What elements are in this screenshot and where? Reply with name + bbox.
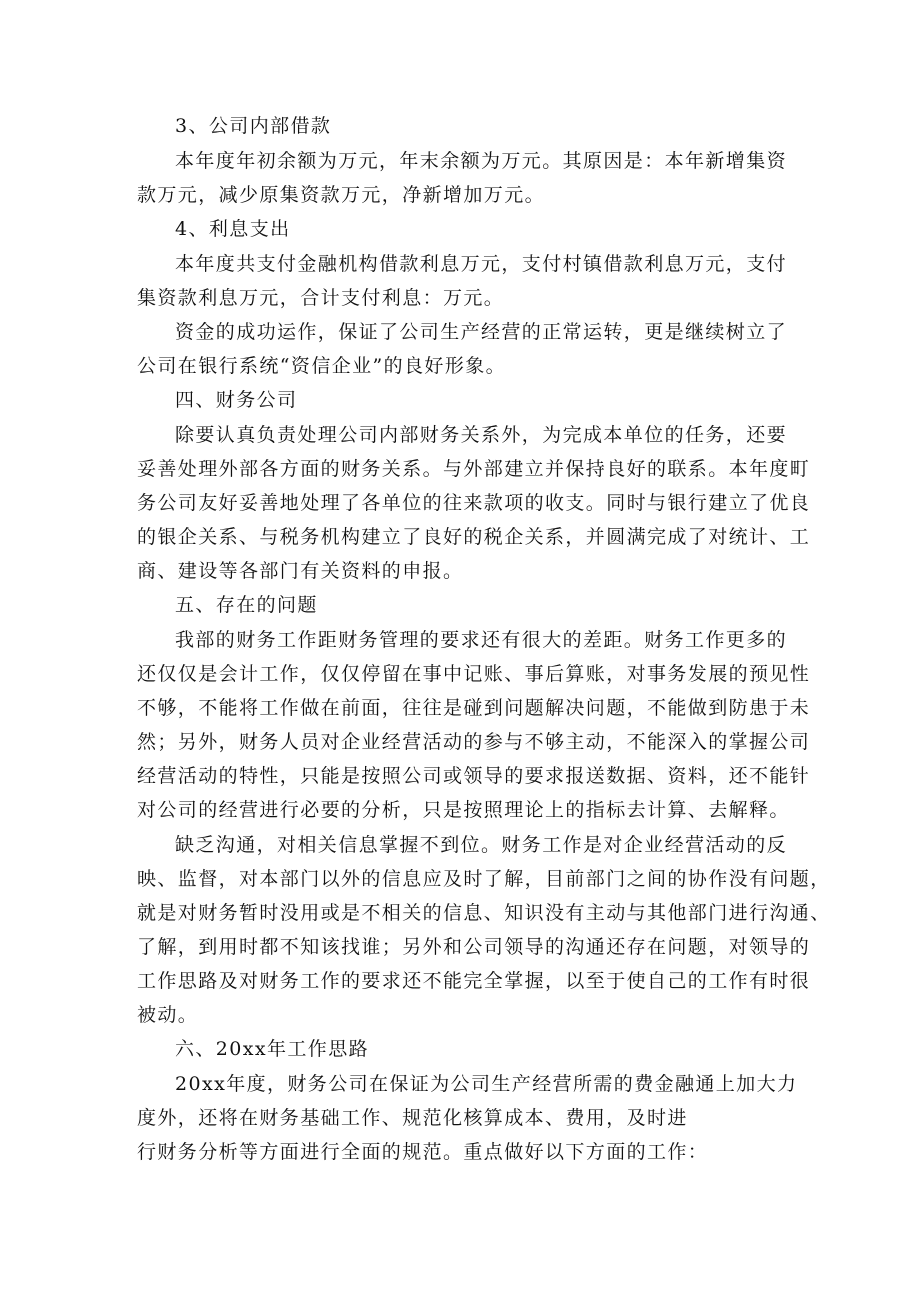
paragraph-line: 还仅仅是会计工作，仅仅停留在事中记账、事后算账，对事务发展的预见性: [137, 663, 811, 685]
paragraph-line: 了解，到用时都不知该找谁；另外和公司领导的沟通还存在问题，对领导的: [137, 936, 811, 958]
heading-internal-loans: 3、公司内部借款: [175, 115, 332, 137]
paragraph-line: 对公司的经营进行必要的分析，只是按照理论上的指标去计算、去解释。: [137, 799, 790, 821]
heading-existing-problems: 五、存在的问题: [175, 594, 318, 616]
paragraph-line: 款万元，减少原集资款万元，净新增加万元。: [137, 184, 546, 206]
paragraph-line: 集资款利息万元，合计支付利息：万元。: [137, 287, 505, 309]
paragraph-line: 度外，还将在财务基础工作、规范化核算成本、费用，及时进: [137, 1107, 688, 1129]
heading-finance-company: 四、财务公司: [175, 389, 298, 411]
paragraph-line: 映、监督，对本部门以外的信息应及时了解，目前部门之间的协作没有问题，: [137, 868, 831, 890]
heading-work-plan: 六、20xx年工作思路: [175, 1038, 370, 1060]
paragraph-line: 经营活动的特性，只能是按照公司或领导的要求报送数据、资料，还不能针: [137, 765, 811, 787]
heading-interest-expense: 4、利息支出: [175, 218, 291, 240]
paragraph-line: 商、建设等各部门有关资料的申报。: [137, 560, 464, 582]
paragraph-line: 就是对财务暂时没用或是不相关的信息、知识没有主动与其他部门进行沟通、: [137, 902, 831, 924]
paragraph-line: 然；另外，财务人员对企业经营活动的参与不够主动，不能深入的掌握公司: [137, 731, 811, 753]
paragraph-line: 公司在银行系统“资信企业”的良好形象。: [137, 355, 507, 377]
paragraph-line: 本年度年初余额为万元，年末余额为万元。其原因是：本年新增集资: [175, 150, 788, 172]
paragraph-line: 的银企关系、与税务机构建立了良好的税企关系，并圆满完成了对统计、工: [137, 526, 811, 548]
paragraph-line: 20xx年度，财务公司在保证为公司生产经营所需的费金融通上加大力: [175, 1073, 798, 1095]
paragraph-line: 行财务分析等方面进行全面的规范。重点做好以下方面的工作：: [137, 1141, 709, 1163]
paragraph-line: 缺乏沟通，对相关信息掌握不到位。财务工作是对企业经营活动的反: [175, 834, 788, 856]
paragraph-line: 本年度共支付金融机构借款利息万元，支付村镇借款利息万元，支付: [175, 253, 788, 275]
paragraph-line: 除要认真负责处理公司内部财务关系外，为完成本单位的任务，还要: [175, 424, 788, 446]
paragraph-line: 妥善处理外部各方面的财务关系。与外部建立并保持良好的联系。本年度町: [137, 458, 811, 480]
paragraph-line: 工作思路及对财务工作的要求还不能完全掌握，以至于使自己的工作有时很: [137, 970, 811, 992]
paragraph-line: 我部的财务工作距财务管理的要求还有很大的差距。财务工作更多的: [175, 629, 788, 651]
paragraph-line: 务公司友好妥善地处理了各单位的往来款项的收支。同时与银行建立了优良: [137, 492, 811, 514]
paragraph-line: 不够，不能将工作做在前面，往往是碰到问题解决问题，不能做到防患于未: [137, 697, 811, 719]
paragraph-line: 资金的成功运作，保证了公司生产经营的正常运转，更是继续树立了: [175, 321, 788, 343]
paragraph-line: 被动。: [137, 1004, 199, 1026]
